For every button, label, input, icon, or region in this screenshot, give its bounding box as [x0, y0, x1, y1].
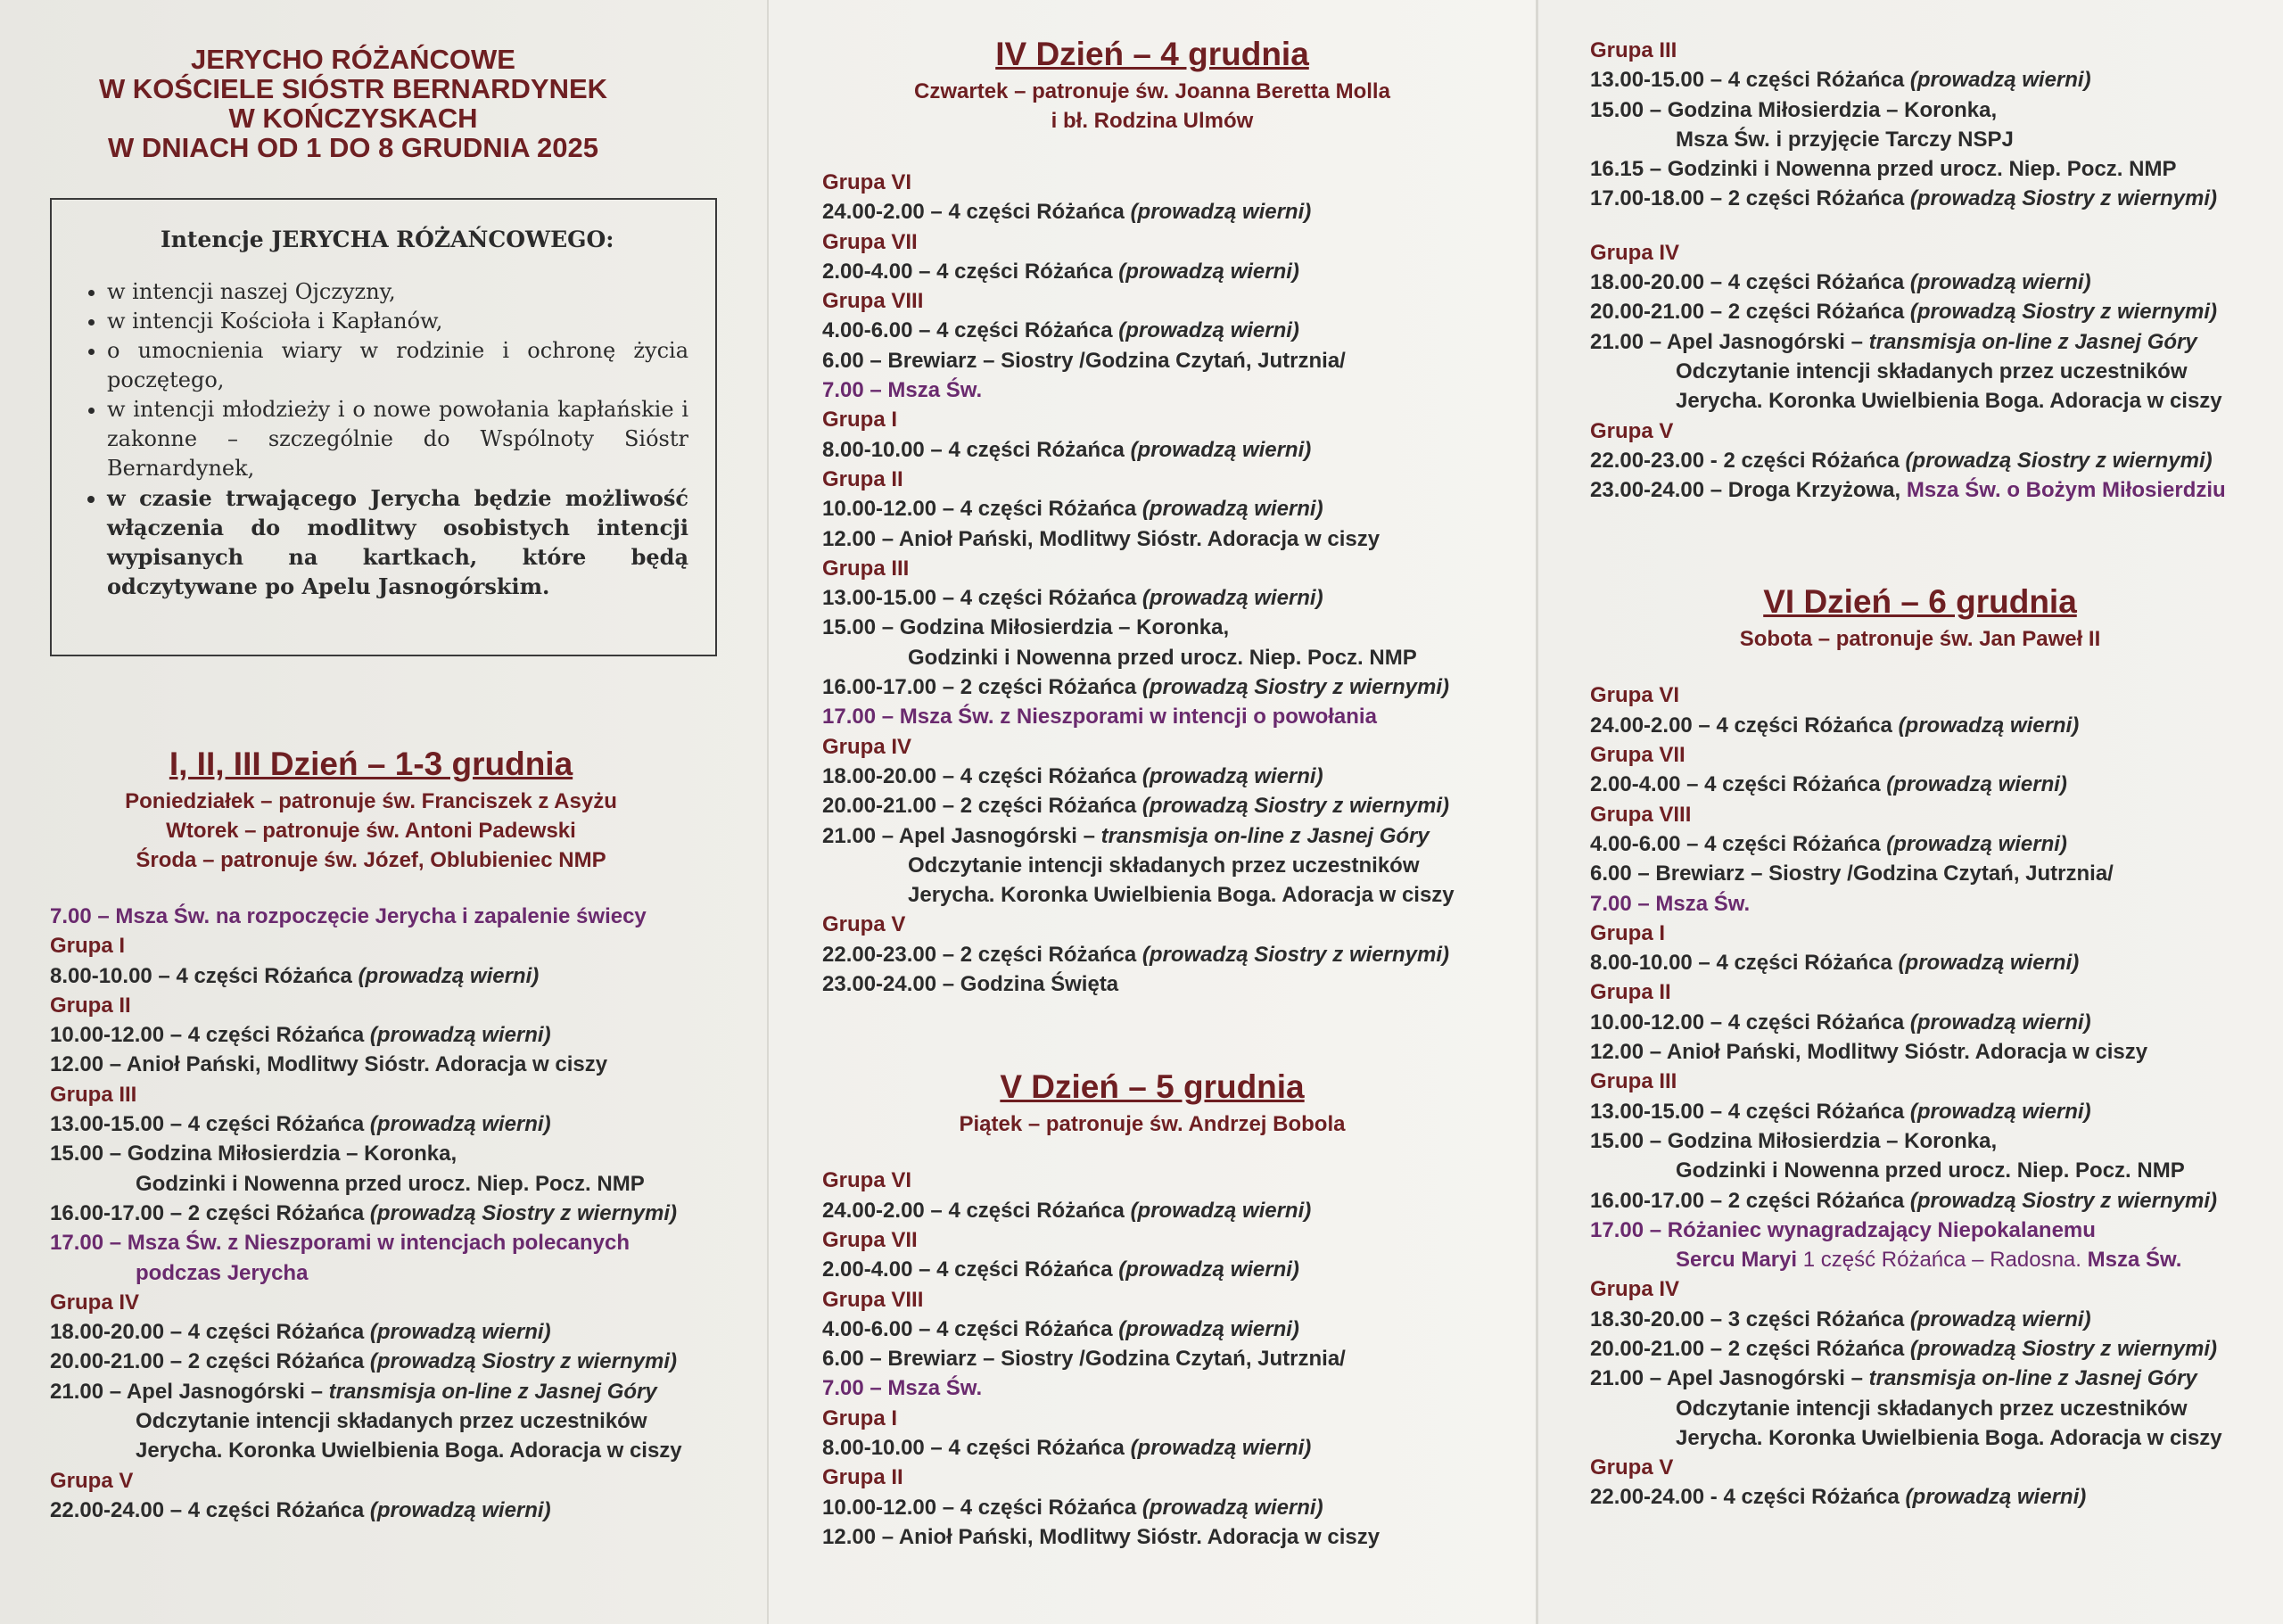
line-text: 23.00-24.00 – Droga Krzyżowa,	[1590, 478, 1901, 503]
line-note: (prowadzą wierni)	[369, 1112, 551, 1137]
group-label	[822, 1166, 1482, 1195]
line-text: 17.00-18.00 – 2 części Różańca	[1590, 186, 1905, 211]
schedule-line	[822, 672, 1482, 702]
line-note: (prowadzą wierni)	[1142, 586, 1323, 611]
line-text: Grupa I	[50, 934, 126, 959]
schedule-line	[1590, 770, 2250, 799]
intention-item: • w intencji młodzieży i o nowe powołania kapłańskie i zakonne – szczególnie do Wspólnoty Sióstr Bernardynek,	[107, 395, 688, 483]
line-text: Grupa VII	[1590, 743, 1685, 768]
line-text: 6.00 – Brewiarz – Siostry /Godzina Czytań, Jutrznia/	[822, 348, 1346, 373]
schedule-line	[1590, 1364, 2250, 1393]
schedule-list	[50, 902, 692, 1525]
line-text: Jerycha. Koronka Uwielbienia Boga. Adoracja w ciszy	[136, 1439, 682, 1463]
line-note: (prowadzą wierni)	[369, 1497, 551, 1522]
schedule-line	[1590, 1394, 2250, 1423]
day-section-6	[1590, 583, 2250, 1512]
line-note: (prowadzą wierni)	[1142, 763, 1323, 788]
line-note: transmisja on-line z Jasnej Góry	[328, 1379, 657, 1404]
schedule-line	[50, 1496, 692, 1525]
intentions-list	[71, 277, 688, 601]
patron-line: Środa – patronuje św. Józef, Oblubieniec NMP	[136, 848, 606, 872]
intention-item: • w intencji Kościoła i Kapłanów,	[107, 307, 688, 336]
line-text: Grupa III	[1590, 38, 1677, 62]
line-note: transmisja on-line z Jasnej Góry	[1868, 329, 2197, 354]
line-text: 21.00 – Apel Jasnogórski –	[822, 823, 1095, 848]
line-text: Godzinki i Nowenna przed urocz. Niep. Pocz. NMP	[1676, 1158, 2185, 1183]
line-text: 16.00-17.00 – 2 części Różańca	[822, 675, 1137, 700]
line-text: 22.00-23.00 – 2 części Różańca	[822, 942, 1137, 967]
line-text: Grupa VIII	[822, 289, 924, 314]
line-text: 18.30-20.00 – 3 części Różańca	[1590, 1307, 1905, 1331]
day-patrons	[1590, 624, 2250, 654]
group-label	[50, 991, 692, 1020]
line-note: (prowadzą wierni)	[1130, 437, 1312, 462]
schedule-line	[822, 851, 1482, 880]
schedule-line	[822, 1255, 1482, 1284]
line-text: 6.00 – Brewiarz – Siostry /Godzina Czytań, Jutrznia/	[822, 1347, 1346, 1372]
schedule-line	[50, 1199, 692, 1228]
schedule-line	[1590, 446, 2283, 475]
schedule-line	[1590, 1097, 2250, 1126]
group-label	[1590, 800, 2250, 829]
day-heading: VI Dzień – 6 grudnia	[1763, 583, 2077, 621]
line-text: 18.00-20.00 – 4 części Różańca	[822, 763, 1137, 788]
line-text: 20.00-21.00 – 2 części Różańca	[1590, 1336, 1905, 1361]
line-note: (prowadzą wierni)	[1909, 270, 2091, 295]
group-label	[50, 1080, 692, 1109]
line-text: 13.00-15.00 – 4 części Różańca	[822, 586, 1137, 611]
line-text: 8.00-10.00 – 4 części Różańca	[1590, 951, 1892, 976]
group-label	[1590, 740, 2250, 770]
line-text: 15.00 – Godzina Miłosierdzia – Koronka,	[1590, 1128, 1998, 1153]
schedule-line	[50, 1436, 692, 1465]
day-patrons	[822, 1109, 1482, 1139]
schedule-line	[1590, 386, 2283, 416]
line-text: Grupa VIII	[822, 1287, 924, 1312]
line-note: (prowadzą wierni)	[1898, 951, 2080, 976]
schedule-line	[1590, 859, 2250, 888]
group-label	[822, 286, 1482, 316]
line-text: 10.00-12.00 – 4 części Różańca	[1590, 1010, 1905, 1035]
line-note: (prowadzą Siostry z wiernymi)	[1909, 300, 2217, 325]
line-text: 12.00 – Anioł Pański, Modlitwy Sióstr. Adoracja w ciszy	[1590, 1040, 2148, 1065]
patron-line: Piątek – patronuje św. Andrzej Bobola	[959, 1112, 1346, 1137]
schedule-line	[822, 197, 1482, 227]
line-text: 24.00-2.00 – 4 części Różańca	[822, 200, 1125, 225]
line-text: Msza Św. i przyjęcie Tarczy NSPJ	[1676, 127, 2014, 152]
group-label	[822, 554, 1482, 583]
schedule-line	[1590, 1156, 2250, 1185]
schedule-line	[822, 702, 1482, 731]
line-text: 20.00-21.00 – 2 części Różańca	[50, 1349, 365, 1374]
schedule-line	[50, 1228, 692, 1257]
line-text: 17.00 – Msza Św. z Nieszporami w intencji o powołania	[822, 705, 1377, 730]
intention-item: • o umocnienia wiary w rodzinie i ochronę życia poczętego,	[107, 336, 688, 395]
schedule-line	[822, 969, 1482, 999]
line-text: Grupa VI	[1590, 683, 1680, 708]
day-patrons	[822, 77, 1482, 136]
schedule-line	[50, 1317, 692, 1347]
line-text: 2.00-4.00 – 4 części Różańca	[822, 259, 1113, 284]
document-title	[41, 45, 665, 162]
schedule-line	[822, 435, 1482, 465]
schedule-line	[50, 1258, 692, 1288]
schedule-line	[822, 1196, 1482, 1225]
line-text: Grupa IV	[50, 1290, 140, 1315]
line-text: Grupa VI	[822, 1168, 912, 1193]
schedule-line	[822, 1493, 1482, 1522]
group-label	[822, 405, 1482, 434]
schedule-line	[1590, 1037, 2250, 1067]
line-text: Grupa II	[822, 1465, 903, 1490]
line-text: 15.00 – Godzina Miłosierdzia – Koronka,	[1590, 97, 1998, 122]
day-patrons	[50, 787, 692, 875]
line-text: 16.00-17.00 – 2 części Różańca	[50, 1200, 365, 1225]
schedule-line	[1590, 1216, 2250, 1245]
schedule-line	[1590, 95, 2283, 125]
line-text: 2.00-4.00 – 4 części Różańca	[822, 1257, 1113, 1282]
schedule-line	[50, 1109, 692, 1139]
right-panel	[1538, 0, 2283, 1624]
line-note: (prowadzą wierni)	[1909, 1099, 2091, 1124]
schedule-line	[1590, 184, 2283, 213]
line-text: Grupa V	[1590, 418, 1674, 443]
line-text: Grupa I	[822, 408, 898, 433]
schedule-line	[1590, 711, 2250, 740]
line-note: (prowadzą Siostry z wiernymi)	[1909, 186, 2217, 211]
schedule-line	[1590, 889, 2250, 919]
line-text: Godzinki i Nowenna przed urocz. Niep. Pocz. NMP	[908, 645, 1417, 670]
schedule-line	[50, 961, 692, 991]
schedule-line	[50, 1020, 692, 1050]
line-text: 12.00 – Anioł Pański, Modlitwy Sióstr. Adoracja w ciszy	[822, 1524, 1381, 1549]
line-text: Grupa VII	[822, 229, 918, 254]
schedule-line	[822, 494, 1482, 523]
line-text: 4.00-6.00 – 4 części Różańca	[1590, 831, 1881, 856]
line-note: (prowadzą wierni)	[1130, 200, 1312, 225]
group-label	[822, 1404, 1482, 1433]
schedule-line	[822, 346, 1482, 375]
line-detail: 1 część Różańca – Radosna.	[1802, 1248, 2081, 1273]
schedule-list	[822, 168, 1482, 999]
line-text: 8.00-10.00 – 4 części Różańca	[822, 437, 1125, 462]
line-text: 10.00-12.00 – 4 części Różańca	[50, 1023, 365, 1048]
line-text: Grupa V	[50, 1468, 134, 1493]
line-text: 12.00 – Anioł Pański, Modlitwy Sióstr. Adoracja w ciszy	[822, 526, 1381, 551]
schedule-line	[1590, 1482, 2250, 1512]
schedule-line	[50, 1050, 692, 1079]
line-text: 8.00-10.00 – 4 części Różańca	[822, 1435, 1125, 1460]
line-text: 23.00-24.00 – Godzina Święta	[822, 972, 1119, 997]
intentions-heading: Intencje JERYCHA RÓŻAŃCOWEGO:	[161, 227, 614, 252]
line-note: (prowadzą wierni)	[1130, 1198, 1312, 1223]
line-note: (prowadzą wierni)	[1118, 1316, 1299, 1341]
line-note: (prowadzą Siostry z wiernymi)	[1905, 448, 2213, 473]
schedule-line	[822, 1522, 1482, 1552]
schedule-line	[1590, 1008, 2250, 1037]
schedule-line	[1590, 1423, 2250, 1453]
line-text: Jerycha. Koronka Uwielbienia Boga. Adoracja w ciszy	[908, 883, 1455, 908]
group-label	[1590, 238, 2283, 268]
line-note: transmisja on-line z Jasnej Góry	[1868, 1366, 2197, 1391]
line-note: (prowadzą wierni)	[1118, 1257, 1299, 1282]
schedule-line	[1590, 1334, 2250, 1364]
line-text: podczas Jerycha	[136, 1260, 309, 1285]
line-text: Grupa I	[1590, 920, 1666, 945]
schedule-line	[1590, 1245, 2250, 1274]
left-panel	[0, 0, 769, 1624]
line-text: 21.00 – Apel Jasnogórski –	[1590, 1366, 1863, 1391]
patron-line: Sobota – patronuje św. Jan Paweł II	[1739, 627, 2101, 652]
schedule-line	[1590, 297, 2283, 326]
day-section-4	[822, 36, 1482, 999]
group-label	[822, 1463, 1482, 1492]
schedule-line	[1590, 154, 2283, 184]
line-text: Jerycha. Koronka Uwielbienia Boga. Adoracja w ciszy	[1676, 389, 2222, 414]
line-text: 7.00 – Msza Św.	[1590, 891, 1751, 916]
schedule-line	[1590, 1305, 2250, 1334]
line-text: 22.00-24.00 - 4 części Różańca	[1590, 1485, 1900, 1510]
group-label	[1590, 680, 2250, 710]
schedule-line	[50, 1139, 692, 1168]
schedule-line	[822, 1433, 1482, 1463]
group-label	[822, 1285, 1482, 1315]
schedule-line	[822, 1315, 1482, 1344]
schedule-line	[822, 524, 1482, 554]
spacer	[1590, 214, 2283, 238]
schedule-line	[822, 762, 1482, 791]
line-note: (prowadzą wierni)	[1118, 259, 1299, 284]
line-text: 7.00 – Msza Św.	[822, 1376, 983, 1401]
line-text: 17.00 – Różaniec wynagradzający Niepokalanemu	[1590, 1217, 2096, 1242]
line-text: Grupa VIII	[1590, 802, 1692, 827]
line-note: (prowadzą Siostry z wiernymi)	[369, 1200, 677, 1225]
line-note: (prowadzą wierni)	[1118, 318, 1299, 343]
day-section-5	[822, 1068, 1482, 1552]
group-label	[822, 910, 1482, 939]
line-text: 18.00-20.00 – 4 części Różańca	[50, 1320, 365, 1345]
schedule-line	[1590, 948, 2250, 977]
line-mass: Msza Św.	[2087, 1248, 2182, 1273]
line-note: (prowadzą Siostry z wiernymi)	[1142, 942, 1449, 967]
line-note: (prowadzą wierni)	[1130, 1435, 1312, 1460]
line-note: (prowadzą wierni)	[369, 1023, 551, 1048]
line-note: (prowadzą wierni)	[1909, 1010, 2091, 1035]
schedule-line	[1590, 829, 2250, 859]
line-text: 22.00-23.00 - 2 części Różańca	[1590, 448, 1900, 473]
line-text: Grupa IV	[1590, 1277, 1680, 1302]
line-note: (prowadzą Siostry z wiernymi)	[1142, 675, 1449, 700]
group-label	[1590, 919, 2250, 948]
intention-item: • w czasie trwającego Jerycha będzie możliwość włączenia do modlitwy osobistych intencji wypisanych na kartkach, które będą odczytywane po Apelu Jasnogórskim.	[107, 483, 688, 601]
line-text: 4.00-6.00 – 4 części Różańca	[822, 318, 1113, 343]
patron-line: Wtorek – patronuje św. Antoni Padewski	[166, 819, 576, 843]
line-text: 12.00 – Anioł Pański, Modlitwy Sióstr. Adoracja w ciszy	[50, 1052, 608, 1077]
schedule-line	[1590, 268, 2283, 297]
line-text: Godzinki i Nowenna przed urocz. Niep. Pocz. NMP	[136, 1171, 645, 1196]
group-label	[822, 732, 1482, 762]
line-text: 20.00-21.00 – 2 części Różańca	[1590, 300, 1905, 325]
line-text: Grupa III	[822, 556, 910, 581]
line-text: Grupa IV	[1590, 240, 1680, 265]
line-text: Grupa IV	[822, 734, 912, 759]
schedule-line	[822, 1373, 1482, 1403]
line-note: (prowadzą wierni)	[1909, 68, 2091, 93]
line-text: 15.00 – Godzina Miłosierdzia – Koronka,	[50, 1142, 457, 1166]
title-line: W DNIACH OD 1 DO 8 GRUDNIA 2025	[107, 132, 599, 163]
title-line: W KOŚCIELE SIÓSTR BERNARDYNEK	[98, 73, 608, 104]
group-label	[1590, 36, 2283, 65]
line-text: Sercu Maryi	[1676, 1248, 1798, 1273]
schedule-line	[822, 1344, 1482, 1373]
schedule-line	[822, 583, 1482, 613]
line-text: Grupa V	[822, 912, 906, 937]
day-heading: V Dzień – 5 grudnia	[1000, 1068, 1305, 1106]
schedule-line	[822, 940, 1482, 969]
line-note: (prowadzą wierni)	[358, 963, 540, 988]
group-label	[1590, 1274, 2250, 1304]
group-label	[822, 168, 1482, 197]
line-note: (prowadzą wierni)	[369, 1320, 551, 1345]
line-text: 21.00 – Apel Jasnogórski –	[1590, 329, 1863, 354]
line-note: (prowadzą Siostry z wiernymi)	[1909, 1188, 2217, 1213]
schedule-line	[50, 1169, 692, 1199]
line-text: Odczytanie intencji składanych przez uczestników	[136, 1409, 647, 1434]
group-label	[1590, 1453, 2250, 1482]
line-text: Jerycha. Koronka Uwielbienia Boga. Adoracja w ciszy	[1676, 1425, 2222, 1450]
line-note: (prowadzą Siostry z wiernymi)	[369, 1349, 677, 1374]
line-text: Grupa III	[1590, 1069, 1677, 1094]
line-note: transmisja on-line z Jasnej Góry	[1100, 823, 1430, 848]
day-heading: IV Dzień – 4 grudnia	[995, 36, 1309, 72]
schedule-line	[1590, 327, 2283, 357]
day-heading: I, II, III Dzień – 1-3 grudnia	[169, 746, 573, 782]
group-label	[1590, 416, 2283, 446]
line-text: 24.00-2.00 – 4 części Różańca	[1590, 713, 1892, 738]
line-text: 16.15 – Godzinki i Nowenna przed urocz. Niep. Pocz. NMP	[1590, 157, 2177, 182]
line-text: 7.00 – Msza Św. na rozpoczęcie Jerycha i zapalenie świecy	[50, 904, 647, 928]
group-label	[822, 227, 1482, 257]
line-text: 17.00 – Msza Św. z Nieszporami w intencjach polecanych	[50, 1231, 631, 1256]
line-text: 10.00-12.00 – 4 części Różańca	[822, 497, 1137, 522]
line-text: 8.00-10.00 – 4 części Różańca	[50, 963, 352, 988]
day-section-1-3	[50, 746, 692, 1525]
group-label	[50, 931, 692, 960]
schedule-list-continued	[1590, 36, 2283, 505]
title-line: W KOŃCZYSKACH	[228, 103, 478, 134]
schedule-line	[822, 643, 1482, 672]
line-mass: Msza Św. o Bożym Miłosierdziu	[1906, 478, 2226, 503]
group-label	[1590, 977, 2250, 1007]
line-text: Odczytanie intencji składanych przez uczestników	[908, 853, 1420, 878]
line-note: (prowadzą Siostry z wiernymi)	[1909, 1336, 2217, 1361]
line-text: Grupa VII	[822, 1227, 918, 1252]
line-text: 13.00-15.00 – 4 części Różańca	[1590, 68, 1905, 93]
line-text: 24.00-2.00 – 4 części Różańca	[822, 1198, 1125, 1223]
line-text: 15.00 – Godzina Miłosierdzia – Koronka,	[822, 615, 1230, 640]
line-text: Grupa II	[1590, 980, 1671, 1005]
line-note: (prowadzą wierni)	[1142, 497, 1323, 522]
line-text: Grupa I	[822, 1406, 898, 1430]
schedule-line	[1590, 1126, 2250, 1156]
schedule-line	[822, 821, 1482, 851]
line-text: 7.00 – Msza Św.	[822, 378, 983, 403]
patron-line: Czwartek – patronuje św. Joanna Beretta Molla	[914, 79, 1390, 103]
intentions-box	[50, 198, 717, 656]
line-text: 22.00-24.00 – 4 części Różańca	[50, 1497, 365, 1522]
line-note: (prowadzą wierni)	[1905, 1485, 2087, 1510]
schedule-line	[1590, 65, 2283, 95]
schedule-line	[50, 902, 692, 931]
middle-panel	[769, 0, 1538, 1624]
schedule-line	[822, 375, 1482, 405]
schedule-line	[822, 791, 1482, 820]
line-text: 13.00-15.00 – 4 części Różańca	[1590, 1099, 1905, 1124]
group-label	[822, 1225, 1482, 1255]
line-text: Grupa III	[50, 1082, 137, 1107]
line-text: Grupa VI	[822, 170, 912, 194]
line-text: Grupa II	[50, 993, 131, 1018]
line-text: 18.00-20.00 – 4 części Różańca	[1590, 270, 1905, 295]
schedule-line	[822, 613, 1482, 642]
group-label	[50, 1466, 692, 1496]
line-note: (prowadzą wierni)	[1898, 713, 2080, 738]
line-text: 16.00-17.00 – 2 części Różańca	[1590, 1188, 1905, 1213]
intention-item: • w intencji naszej Ojczyzny,	[107, 277, 688, 307]
group-label	[822, 465, 1482, 494]
line-note: (prowadzą wierni)	[1886, 772, 2067, 797]
title-line: JERYCHO RÓŻAŃCOWE	[191, 44, 515, 75]
line-text: 6.00 – Brewiarz – Siostry /Godzina Czytań, Jutrznia/	[1590, 861, 2114, 886]
line-note: (prowadzą wierni)	[1142, 1495, 1323, 1520]
line-text: Grupa II	[822, 466, 903, 491]
schedule-line	[822, 257, 1482, 286]
line-note: (prowadzą Siostry z wiernymi)	[1142, 794, 1449, 819]
line-text: Grupa V	[1590, 1455, 1674, 1480]
line-text: 2.00-4.00 – 4 części Różańca	[1590, 772, 1881, 797]
line-note: (prowadzą wierni)	[1909, 1307, 2091, 1331]
line-text: Odczytanie intencji składanych przez uczestników	[1676, 1396, 2188, 1421]
patron-line: i bł. Rodzina Ulmów	[1051, 109, 1254, 133]
line-text: 10.00-12.00 – 4 części Różańca	[822, 1495, 1137, 1520]
schedule-line	[50, 1377, 692, 1406]
line-text: 13.00-15.00 – 4 części Różańca	[50, 1112, 365, 1137]
schedule-line	[50, 1347, 692, 1376]
schedule-line	[1590, 357, 2283, 386]
line-text: Odczytanie intencji składanych przez uczestników	[1676, 359, 2188, 383]
schedule-line	[1590, 1186, 2250, 1216]
schedule-line	[1590, 475, 2283, 505]
schedule-line	[1590, 125, 2283, 154]
line-text: 4.00-6.00 – 4 części Różańca	[822, 1316, 1113, 1341]
schedule-list	[822, 1166, 1482, 1552]
patron-line: Poniedziałek – patronuje św. Franciszek z Asyżu	[125, 789, 617, 813]
group-label	[1590, 1067, 2250, 1096]
line-text: 21.00 – Apel Jasnogórski –	[50, 1379, 323, 1404]
line-text: 20.00-21.00 – 2 części Różańca	[822, 794, 1137, 819]
schedule-line	[822, 316, 1482, 345]
schedule-line	[822, 880, 1482, 910]
schedule-line	[50, 1406, 692, 1436]
group-label	[50, 1288, 692, 1317]
schedule-list	[1590, 680, 2250, 1512]
line-note: (prowadzą wierni)	[1886, 831, 2067, 856]
